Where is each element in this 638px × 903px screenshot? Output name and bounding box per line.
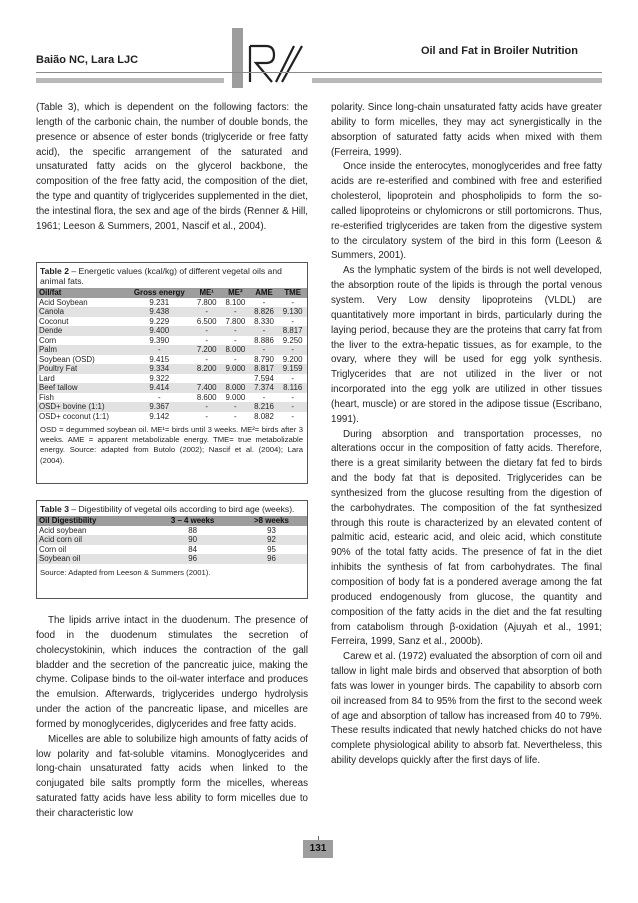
table-cell: 9.438 [126, 307, 192, 317]
table-2 [36, 262, 308, 484]
table-cell: - [291, 297, 294, 307]
table-row [37, 345, 307, 355]
header-band-right [312, 78, 602, 83]
table2-header-cell: ME² [221, 288, 250, 298]
table-cell: 7.400 [192, 383, 221, 393]
table-cell: OSD+ coconut (1:1) [39, 411, 109, 421]
table-cell: - [262, 392, 266, 402]
table-cell: 96 [236, 554, 307, 564]
table-cell: - [205, 411, 209, 421]
table-cell: Soybean oil [37, 554, 149, 564]
table-cell: - [291, 392, 294, 402]
table2-header-cell: AME [250, 288, 279, 298]
table-cell: - [221, 307, 250, 317]
table-cell: 92 [236, 535, 307, 545]
table-cell: 7.374 [250, 383, 279, 393]
header-rule [36, 72, 602, 73]
left-paragraph-2: The lipids arrive intact in the duodenum. The presence of food in the duodenum stimulates the secretion of cholecystokinin, which induces the contraction of the gall bladder and the secretion of the pancreatic juice, making the chyme. Colipase binds to the oil-water interface and produces the emulsion. Afterwards, triglycerides undergo hydrolysis under the action of the pancreatic lipase, and micelles are formed by monoglycerides, diglycerides and free fatty acids. [36, 615, 308, 730]
table-cell: - [291, 411, 294, 421]
table-cell [192, 374, 221, 384]
table-row [37, 355, 307, 365]
table-2-note: OSD = degummed soybean oil. ME¹= birds until 3 weeks. ME²= birds after 3 weeks. AME = apparent metabolizable energy. TME= true metabolizable energy. Source: adapted from Butolo (2002); Nascif et al. (2004); Lara (2004). [40, 425, 303, 465]
table-cell: 9.142 [149, 411, 170, 421]
table-3 [36, 500, 308, 599]
table-cell: Lard [39, 373, 55, 383]
table-2-caption: Table 2 – Energetic values (kcal/kg) of different vegetal oils and animal fats. [40, 266, 282, 286]
table-cell: 8.116 [278, 383, 307, 393]
table-cell: - [205, 354, 209, 364]
table-row [37, 383, 307, 393]
table-cell: 9.159 [278, 364, 307, 374]
right-paragraph-4: During absorption and transportation processes, no alterations occur in the composition of fatty acids. Therefore, there is a great similarity between the dietary fat fed to birds and the body fat that is deposited. Triglycerides can be synthesized from the glucose resulting from the digestion of the carbohydrates. The composition of the fat synthesized through this route is characterized by an elevated content of palmitic acid, estearic acid, and oleic acid, which constitute 90% of the total fatty acids. The presence of fat in the diet inhibits the synthesis of fat from carbohydrates. The final composition of body fat is a pondered average among the fat produced endogenously from glucose, the quantity and composition of the fatty acids in the diet and the fat resulting from catabolism through β-oxidation (Ajuyah et al., 1991; Ferreira, 1999, Sanz et al., 2000b). [331, 428, 602, 648]
right-paragraph-3: As the lymphatic system of the birds is not well developed, the absorption route of the lipids is through the portal venous system. Very Low density lipoproteins (VLDL) are quantitatively more important in birds, particularly during the laying period, because they are the proteins that carry fat from the liver to the extra-hepatic tissues, as for example, to the ovary, where they will be used for egg yolk synthesis. Triglycerides that are not utilized in the liver or not incorporated into the egg yolk are utilized in other tissues (heart, muscle) or are stored in the adipose tissue (Escribano, 1991). [331, 265, 602, 425]
left-paragraph-1: (Table 3), which is dependent on the following factors: the length of the carbonic chain, the number of double bonds, the presence or absence of ester bonds (triglyceride or free fatty acid), the specific arrangement of the saturated and unsaturated fatty acids on the glycerol backbone, the composition of the free fatty acid, the composition of the diet, the type and quantity of triglycerides supplemented in the diet, the intestinal flora, the sex and age of the birds (Renner & Hill, 1961; Leeson & Summers, 2001, Nascif et al., 2004). [36, 102, 308, 232]
table-row [37, 535, 307, 545]
table3-header-cell: >8 weeks [236, 516, 307, 526]
table-cell: - [291, 316, 294, 326]
table-cell: 88 [188, 525, 197, 535]
table-cell: 9.414 [126, 383, 192, 393]
table-cell: - [291, 373, 294, 383]
table-cell: - [221, 326, 250, 336]
right-paragraph-5: Carew et al. (1972) evaluated the absorption of corn oil and tallow in light male birds and observed that absorption of both fats was lower in younger birds. The capability to absorb corn oil increased from 84 to 95% from the first to the second week of age and absorption of tallow has increased from 40 to 79%. These results indicated that newly hatched chicks do not have complete physiological ability to absorb fat. Nevertheless, this ability develops quickly after the first days of life. [331, 651, 602, 767]
table-cell: Palm [37, 345, 126, 355]
table-cell: Dende [37, 326, 126, 336]
table-cell: 9.400 [126, 326, 192, 336]
page-number: 131 [303, 840, 333, 858]
table-cell: 7.800 [196, 297, 217, 307]
table-cell: 8.200 [192, 364, 221, 374]
left-column [36, 101, 308, 235]
table-cell: 9.322 [149, 373, 170, 383]
table-cell: 9.000 [221, 364, 250, 374]
table-cell: - [192, 307, 221, 317]
table-cell: 7.594 [254, 373, 274, 383]
table-cell: - [221, 402, 250, 412]
table-cell: - [250, 345, 279, 355]
table-cell: - [192, 402, 221, 412]
table-3-note: Source: Adapted from Leeson & Summers (2001). [40, 567, 211, 577]
table-cell: 7.800 [225, 316, 246, 326]
table-cell: 9.367 [126, 402, 192, 412]
left-paragraph-3: Micelles are able to solubilize high amounts of fatty acids of low polarity and fat-soluble vitamins. Monoglycerides and long-chain unsaturated fatty acids when linked to the conjugated bile salts promptly form the micelles, whereas saturated fatty acids have less ability to form micelles due to their characteristic low [36, 733, 308, 819]
table-row [37, 307, 307, 317]
table-cell: 8.600 [196, 392, 217, 402]
right-paragraph-1: polarity. Since long-chain unsaturated fatty acids have greater ability to form micelles, they may act synergistically in the absorption of saturated fatty acids when mixed with them (Ferreira, 1999). [331, 102, 602, 158]
table-cell: 7.200 [192, 345, 221, 355]
table-row [37, 402, 307, 412]
table-cell: 9.415 [149, 354, 170, 364]
table-cell: 8.817 [250, 364, 279, 374]
table-cell: 9.390 [149, 335, 170, 345]
table-cell: 9.229 [149, 316, 170, 326]
table-cell: 9.200 [282, 354, 303, 364]
table-cell: 95 [267, 544, 276, 554]
table-cell: 8.216 [250, 402, 279, 412]
table-cell: - [205, 335, 209, 345]
table-cell: - [278, 402, 307, 412]
table-cell: 8.000 [221, 383, 250, 393]
table-row [37, 545, 307, 555]
table-cell: Fish [39, 392, 54, 402]
table-cell: - [250, 326, 279, 336]
table-row [37, 326, 307, 336]
table-3-caption: Table 3 – Digestibility of vegetal oils according to bird age (weeks). [40, 504, 295, 514]
table-cell: Poultry Fat [37, 364, 126, 374]
table-row [37, 526, 307, 536]
table3-header-cell: Oil Digestibility [37, 516, 149, 526]
table-cell: - [262, 297, 266, 307]
table-cell: 90 [149, 535, 236, 545]
table2-header-cell: TME [278, 288, 307, 298]
running-header-authors: Baião NC, Lara LJC [36, 54, 139, 66]
table-cell: - [157, 392, 161, 402]
table-cell: Soybean (OSD) [39, 354, 95, 364]
table-cell: 8.330 [254, 316, 274, 326]
right-paragraph-2: Once inside the enterocytes, monoglycerides and free fatty acids are re-esterified and combined with free and esterified cholesterol, lipoprotein and phospholipids to form the so-called lipoproteins or chylomicrons or still portomicrons. Thus, re-esterified triglycerides are taken from the digestive system to the circulatory system of the bird in this form (Leeson & Summers, 2001). [331, 161, 602, 262]
table-2-grid [37, 288, 307, 421]
table-cell: 9.231 [149, 297, 170, 307]
table-cell: Canola [37, 307, 126, 317]
table-cell: 8.000 [221, 345, 250, 355]
table-row [37, 412, 307, 422]
table-cell: 8.790 [254, 354, 274, 364]
table-cell: - [234, 354, 237, 364]
journal-logo-icon [232, 28, 308, 88]
table-cell: - [278, 345, 307, 355]
header-band-left [36, 78, 224, 83]
table-cell: 8.886 [254, 335, 274, 345]
table-cell: 9.000 [225, 392, 246, 402]
table-cell: Acid Soybean [39, 297, 88, 307]
right-column [331, 101, 602, 769]
table-cell: Beef tallow [37, 383, 126, 393]
table-cell: 93 [267, 525, 276, 535]
table-cell [221, 374, 250, 384]
table-cell: 8.826 [250, 307, 279, 317]
table-cell: 8.817 [278, 326, 307, 336]
table-cell: 9.250 [282, 335, 303, 345]
table-cell: Acid corn oil [37, 535, 149, 545]
table-cell: Corn oil [39, 544, 67, 554]
table2-header-cell: Gross energy [126, 288, 192, 298]
table-cell: Acid soybean [39, 525, 87, 535]
table2-header-cell: Oil/fat [37, 288, 126, 298]
table-cell: 9.334 [126, 364, 192, 374]
table-3-grid [37, 516, 307, 564]
table-row [37, 298, 307, 308]
table-cell: 8.082 [254, 411, 274, 421]
table-row [37, 317, 307, 327]
table-row [37, 364, 307, 374]
table-cell: Coconut [39, 316, 69, 326]
table-cell: OSD+ bovine (1:1) [37, 402, 126, 412]
table3-header-cell: 3 – 4 weeks [149, 516, 236, 526]
table-cell: - [234, 411, 237, 421]
left-column-bottom [36, 614, 308, 822]
table-cell: 9.130 [278, 307, 307, 317]
table-cell: 84 [188, 544, 197, 554]
table2-header-cell: ME¹ [192, 288, 221, 298]
table-row [37, 336, 307, 346]
table-row [37, 374, 307, 384]
table-cell: 96 [149, 554, 236, 564]
table-cell: - [192, 326, 221, 336]
table-cell: - [234, 335, 237, 345]
running-header-journal: Oil and Fat in Broiler Nutrition [420, 45, 578, 57]
table-row [37, 393, 307, 403]
table-cell: - [126, 345, 192, 355]
table-cell: 8.100 [225, 297, 246, 307]
table-row [37, 554, 307, 564]
table-cell: 6.500 [196, 316, 217, 326]
table-cell: Corn [39, 335, 57, 345]
